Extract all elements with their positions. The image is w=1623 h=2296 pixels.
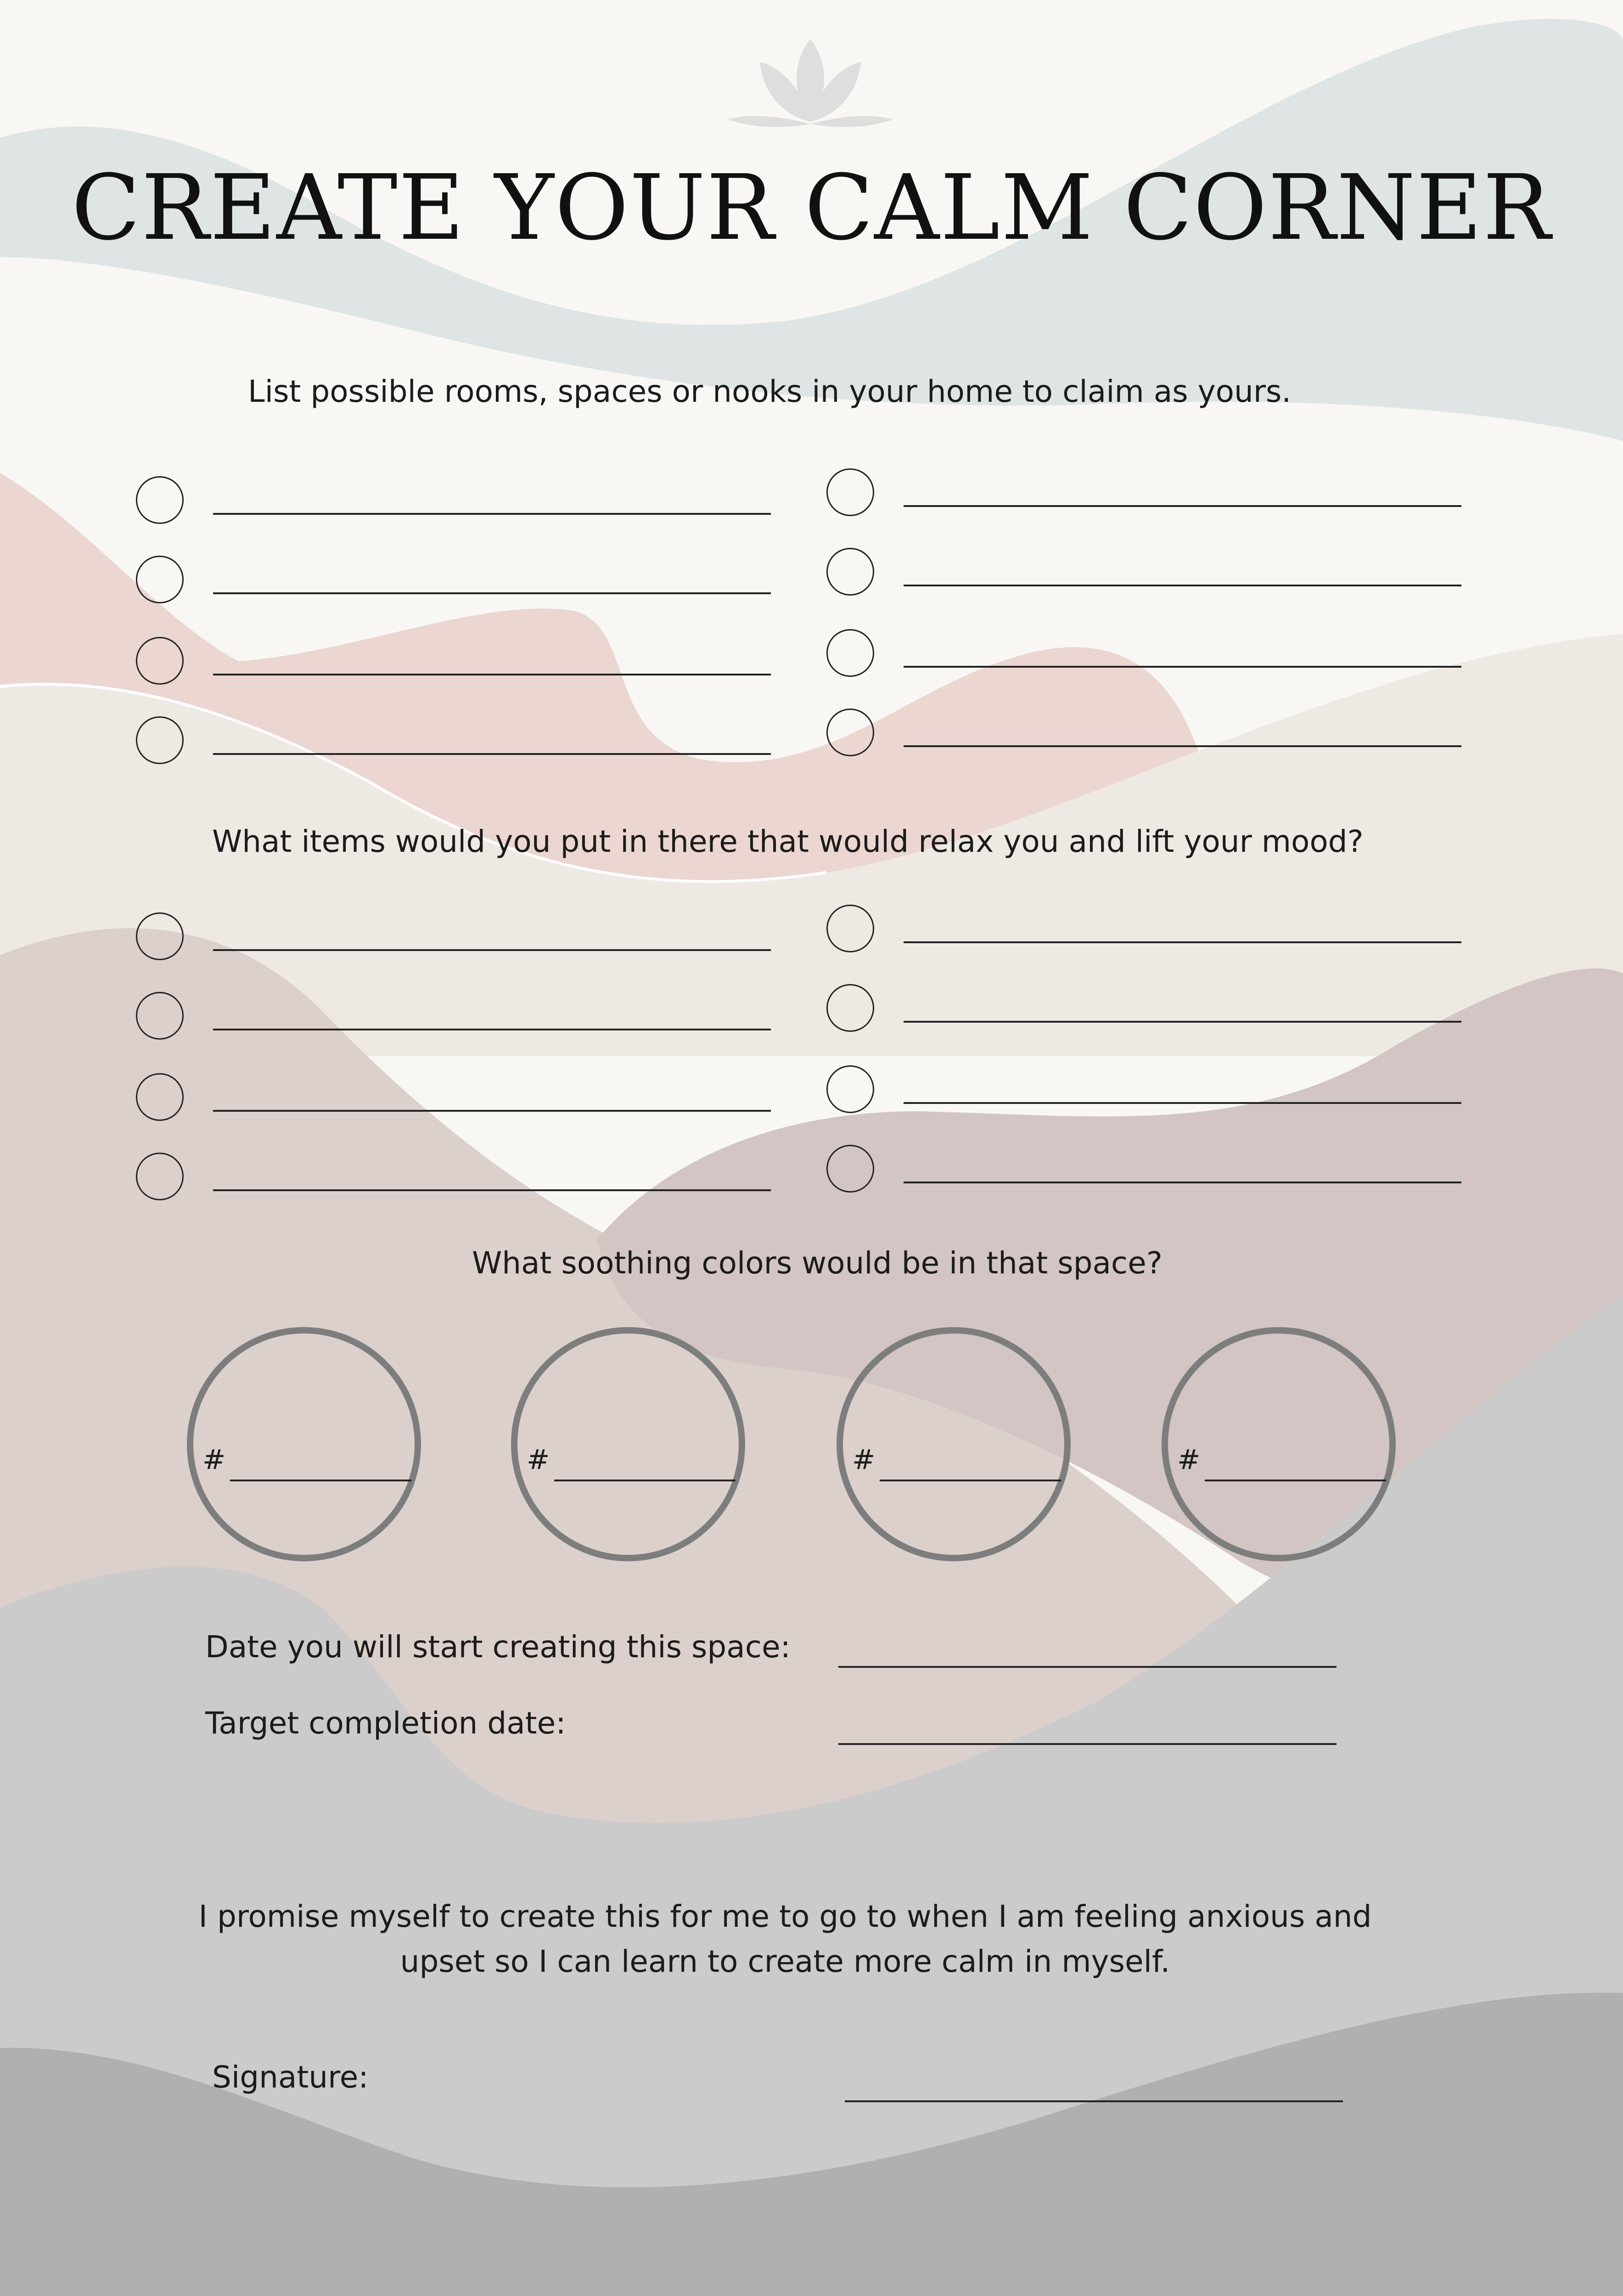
checkbox-circle[interactable] — [826, 629, 874, 677]
write-in-line[interactable] — [904, 585, 1461, 586]
rooms-prompt: List possible rooms, spaces or nooks in your home to claim as yours. — [248, 374, 1292, 409]
hex-code-line[interactable] — [880, 1480, 1061, 1481]
write-in-line[interactable] — [904, 666, 1461, 668]
lotus-icon — [725, 34, 895, 131]
hex-code-line[interactable] — [230, 1480, 411, 1481]
checkbox-circle[interactable] — [136, 716, 184, 764]
checkbox-circle[interactable] — [826, 984, 874, 1032]
checkbox-circle[interactable] — [136, 556, 184, 603]
write-in-line[interactable] — [904, 745, 1461, 747]
write-in-line[interactable] — [213, 949, 771, 951]
checkbox-circle[interactable] — [136, 992, 184, 1040]
promise-statement — [170, 1894, 1400, 1984]
start-date-label: Date you will start creating this space: — [205, 1629, 791, 1665]
checkbox-circle[interactable] — [136, 1153, 184, 1200]
checkbox-circle[interactable] — [826, 1065, 874, 1113]
write-in-line[interactable] — [213, 1189, 771, 1191]
hex-code-line[interactable] — [1205, 1480, 1386, 1481]
checkbox-circle[interactable] — [826, 905, 874, 952]
signature-line[interactable] — [845, 2100, 1343, 2102]
color-swatch-circle[interactable] — [1162, 1327, 1396, 1561]
write-in-line[interactable] — [213, 753, 771, 755]
write-in-line[interactable] — [213, 674, 771, 675]
color-swatch-circle[interactable] — [511, 1327, 745, 1561]
write-in-line[interactable] — [904, 941, 1461, 943]
promise-line-2: upset so I can learn to create more calm in myself. — [400, 1944, 1170, 1979]
checkbox-circle[interactable] — [826, 709, 874, 756]
signature-label: Signature: — [212, 2060, 369, 2095]
write-in-line[interactable] — [213, 513, 771, 515]
checkbox-circle[interactable] — [826, 468, 874, 516]
write-in-line[interactable] — [213, 592, 771, 594]
checkbox-circle[interactable] — [826, 1145, 874, 1193]
hash-label: # — [527, 1444, 550, 1476]
page-title: CREATE YOUR CALM CORNER — [71, 156, 1552, 260]
hash-label: # — [852, 1444, 876, 1476]
start-date-line[interactable] — [838, 1666, 1337, 1668]
items-prompt: What items would you put in there that would relax you and lift your mood? — [212, 824, 1364, 859]
hash-label: # — [202, 1444, 226, 1476]
color-swatch-circle[interactable] — [837, 1327, 1071, 1561]
checkbox-circle[interactable] — [826, 548, 874, 596]
write-in-line[interactable] — [904, 1182, 1461, 1183]
write-in-line[interactable] — [904, 1102, 1461, 1104]
checkbox-circle[interactable] — [136, 637, 184, 685]
write-in-line[interactable] — [904, 505, 1461, 507]
write-in-line[interactable] — [904, 1021, 1461, 1023]
hex-code-line[interactable] — [554, 1480, 736, 1481]
hash-label: # — [1177, 1444, 1201, 1476]
checkbox-circle[interactable] — [136, 1073, 184, 1121]
color-swatch-circle[interactable] — [187, 1327, 421, 1561]
target-date-line[interactable] — [838, 1743, 1337, 1745]
checkbox-circle[interactable] — [136, 912, 184, 960]
target-date-label: Target completion date: — [205, 1705, 566, 1741]
promise-line-1: I promise myself to create this for me to go to when I am feeling anxious and — [198, 1899, 1372, 1934]
checkbox-circle[interactable] — [136, 476, 184, 524]
write-in-line[interactable] — [213, 1110, 771, 1112]
write-in-line[interactable] — [213, 1029, 771, 1030]
colors-prompt: What soothing colors would be in that space? — [472, 1245, 1162, 1281]
